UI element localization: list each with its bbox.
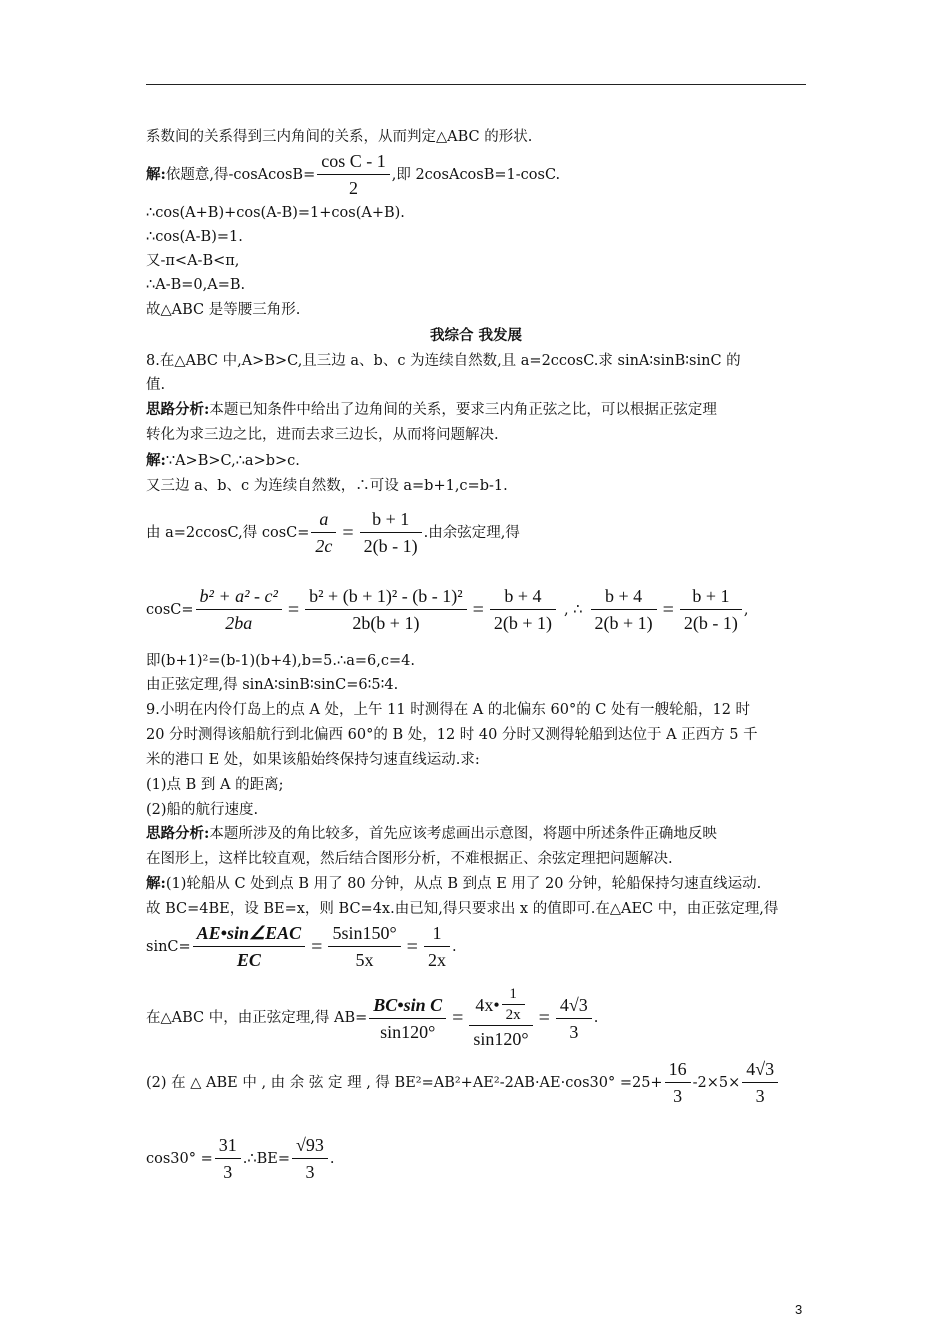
p8-analysis-line1	[146, 400, 816, 420]
numerator: 1	[509, 986, 517, 1002]
denominator: 2	[317, 174, 390, 199]
numerator: 1	[432, 923, 442, 943]
fraction	[665, 1058, 691, 1107]
fraction	[292, 1134, 328, 1183]
p8-solution-line6: 由正弦定理,得 sinA∶sinB∶sinC=6∶5∶4.	[146, 677, 399, 693]
denominator: 5x	[328, 946, 400, 971]
p9-question-line3: 米的港口 E 处，如果该船始终保持匀速直线运动.求:	[146, 752, 480, 768]
p8-analysis-line2: 转化为求三边之比，进而去求三边长，从而将问题解决.	[146, 427, 499, 443]
p8-solution-line3	[146, 508, 816, 557]
numerator: b² + a² - c²	[199, 586, 278, 606]
denominator: 2b(b + 1)	[305, 609, 466, 634]
text: , ∴	[564, 601, 583, 618]
fraction	[305, 585, 466, 634]
numerator: √93	[296, 1135, 324, 1155]
text: 本题已知条件中给出了边角间的关系，要求三内角正弦之比，可以根据正弦定理	[209, 402, 717, 418]
p8-question-line2: 值.	[146, 377, 166, 393]
p8-solution-line2: 又三边 a、b、c 为连续自然数，∴可设 a=b+1,c=b-1.	[146, 478, 508, 494]
text: .	[451, 938, 457, 955]
text: cos30° =	[146, 1150, 213, 1167]
text: .	[329, 1150, 335, 1167]
page-number: 3	[795, 1302, 803, 1317]
p9-analysis-line2: 在图形上，这样比较直观，然后结合图形分析，不难根据正、余弦定理把问题解决.	[146, 851, 673, 867]
denominator: 2x	[502, 1004, 525, 1023]
numerator: cos C - 1	[321, 151, 386, 171]
text: 由 a=2ccosC,得 cosC=	[146, 524, 310, 541]
text: ,	[743, 601, 749, 618]
fraction	[311, 508, 336, 557]
numerator: 16	[668, 1059, 687, 1079]
p8-question-line1: 8.在△ABC 中,A>B>C,且三边 a、b、c 为连续自然数,且 a=2ccosC.求 sinA∶sinB∶sinC 的	[146, 353, 741, 369]
equals-sign: =	[452, 1007, 464, 1029]
text: 本题所涉及的角比较多，首先应该考虑画出示意图，将题中所述条件正确地反映	[209, 826, 717, 842]
fraction	[591, 585, 657, 634]
text: ,即 2cosAcosB=1-cosC.	[391, 166, 561, 183]
equals-sign: =	[538, 1007, 550, 1029]
text: 在△ABC 中，由正弦定理,得 AB=	[146, 1010, 368, 1026]
p9-solution-line1	[146, 874, 816, 894]
denominator: 2c	[311, 532, 336, 557]
p8-solution-line1	[146, 451, 816, 471]
p9-solution-line6	[146, 1134, 816, 1183]
equals-sign: =	[472, 598, 484, 621]
fraction	[742, 1058, 778, 1107]
solution-label: 解:	[146, 452, 166, 469]
fraction	[680, 585, 742, 634]
equals-sign: =	[342, 521, 354, 544]
numerator: AE•sin∠EAC	[196, 923, 302, 943]
text: .∴BE=	[242, 1150, 290, 1167]
section-title: 我综合 我发展	[429, 327, 523, 344]
denominator: 2ba	[196, 609, 282, 634]
numerator: a	[319, 509, 329, 529]
denominator: 2(b - 1)	[360, 532, 422, 557]
p9-question-line1: 9.小明在内伶仃岛上的点 A 处，上午 11 时测得在 A 的北偏东 60°的 C 处有一艘轮船，12 时	[146, 702, 751, 718]
p7-solution-line1	[146, 150, 816, 199]
solution-label: 解:	[146, 165, 166, 183]
numerator: b + 4	[504, 586, 542, 606]
denominator: 2(b - 1)	[680, 609, 742, 634]
numerator: 4√3	[746, 1059, 775, 1079]
fraction	[360, 508, 422, 557]
numerator: b + 1	[692, 586, 730, 606]
p9-question-line5: (2)船的航行速度.	[146, 802, 259, 818]
p8-solution-line5: 即(b+1)²=(b-1)(b+4),b=5.∴a=6,c=4.	[146, 653, 415, 669]
fraction	[490, 585, 556, 634]
equals-sign: =	[406, 935, 418, 958]
text: cosC=	[146, 601, 194, 618]
analysis-label: 思路分析:	[146, 825, 210, 842]
p7-line4: 又-π<A-B<π,	[146, 253, 240, 269]
fraction	[424, 922, 450, 971]
numerator: b + 4	[604, 586, 643, 606]
p9-solution-line2: 故 BC=4BE，设 BE=x，则 BC=4x.由已知,得只要求出 x 的值即可.在△AEC 中，由正弦定理,得	[146, 901, 779, 917]
fraction	[556, 994, 592, 1043]
denominator: 3	[742, 1082, 778, 1107]
fraction	[215, 1134, 241, 1183]
numerator: b² + (b + 1)² - (b - 1)²	[309, 586, 463, 606]
text: .	[593, 1010, 599, 1026]
denominator: 2x	[424, 946, 450, 971]
text: 依题意,得-cosAcosB=	[165, 166, 316, 183]
fraction	[502, 986, 525, 1023]
p9-analysis-line1	[146, 824, 816, 844]
denominator: 3	[665, 1082, 691, 1107]
equals-sign: =	[311, 935, 323, 958]
text: ∵A>B>C,∴a>b>c.	[165, 453, 300, 469]
p9-solution-line4	[146, 986, 816, 1050]
equals-sign: =	[287, 598, 300, 621]
fraction	[193, 922, 305, 971]
text: .由余弦定理,得	[423, 524, 520, 541]
fraction	[369, 994, 446, 1043]
fraction	[469, 986, 532, 1050]
p7-line2: ∴cos(A+B)+cos(A-B)=1+cos(A+B).	[146, 205, 405, 221]
denominator: sin120°	[469, 1025, 532, 1050]
numerator: 31	[218, 1135, 237, 1155]
p7-line5: ∴A-B=0,A=B.	[146, 277, 246, 293]
header-rule	[146, 84, 806, 85]
fraction	[196, 585, 282, 634]
p7-line3: ∴cos(A-B)=1.	[146, 229, 243, 245]
numerator	[471, 986, 530, 1025]
denominator: sin120°	[369, 1018, 446, 1043]
p9-question-line4: (1)点 B 到 A 的距离;	[146, 777, 284, 793]
text: (2) 在 △ ABE 中 , 由 余 弦 定 理 , 得 BE²=AB²+AE²-2AB·AE·cos30° =25+	[146, 1074, 663, 1091]
numerator: 5sin150°	[332, 923, 397, 943]
denominator: 3	[215, 1158, 241, 1183]
denominator: 2(b + 1)	[490, 609, 556, 634]
analysis-label: 思路分析:	[146, 401, 210, 418]
denominator: 3	[292, 1158, 328, 1183]
denominator: 3	[556, 1018, 592, 1043]
p9-solution-line3	[146, 922, 816, 971]
denominator: EC	[193, 946, 305, 971]
numerator: BC•sin C	[373, 994, 443, 1015]
denominator: 2(b + 1)	[591, 609, 657, 634]
p7-line6: 故△ABC 是等腰三角形.	[146, 302, 301, 318]
text: sinC=	[146, 938, 191, 955]
equals-sign: =	[662, 598, 674, 621]
text: 4x•	[475, 994, 500, 1015]
p9-solution-line5	[146, 1058, 816, 1107]
fraction	[328, 922, 400, 971]
p8-solution-line4	[146, 585, 816, 634]
text: (1)轮船从 C 处到点 B 用了 80 分钟，从点 B 到点 E 用了 20 分钟，轮船保持匀速直线运动.	[165, 876, 762, 892]
text: -2×5×	[692, 1074, 741, 1091]
intro-text: 系数间的关系得到三内角间的关系，从而判定△ABC 的形状.	[146, 129, 533, 145]
numerator: 4√3	[559, 994, 588, 1015]
fraction	[317, 150, 390, 199]
solution-label: 解:	[146, 875, 166, 892]
p9-question-line2: 20 分时测得该船航行到北偏西 60°的 B 处，12 时 40 分时又测得轮船到达位于 A 正西方 5 千	[146, 727, 758, 743]
numerator: b + 1	[372, 509, 410, 529]
